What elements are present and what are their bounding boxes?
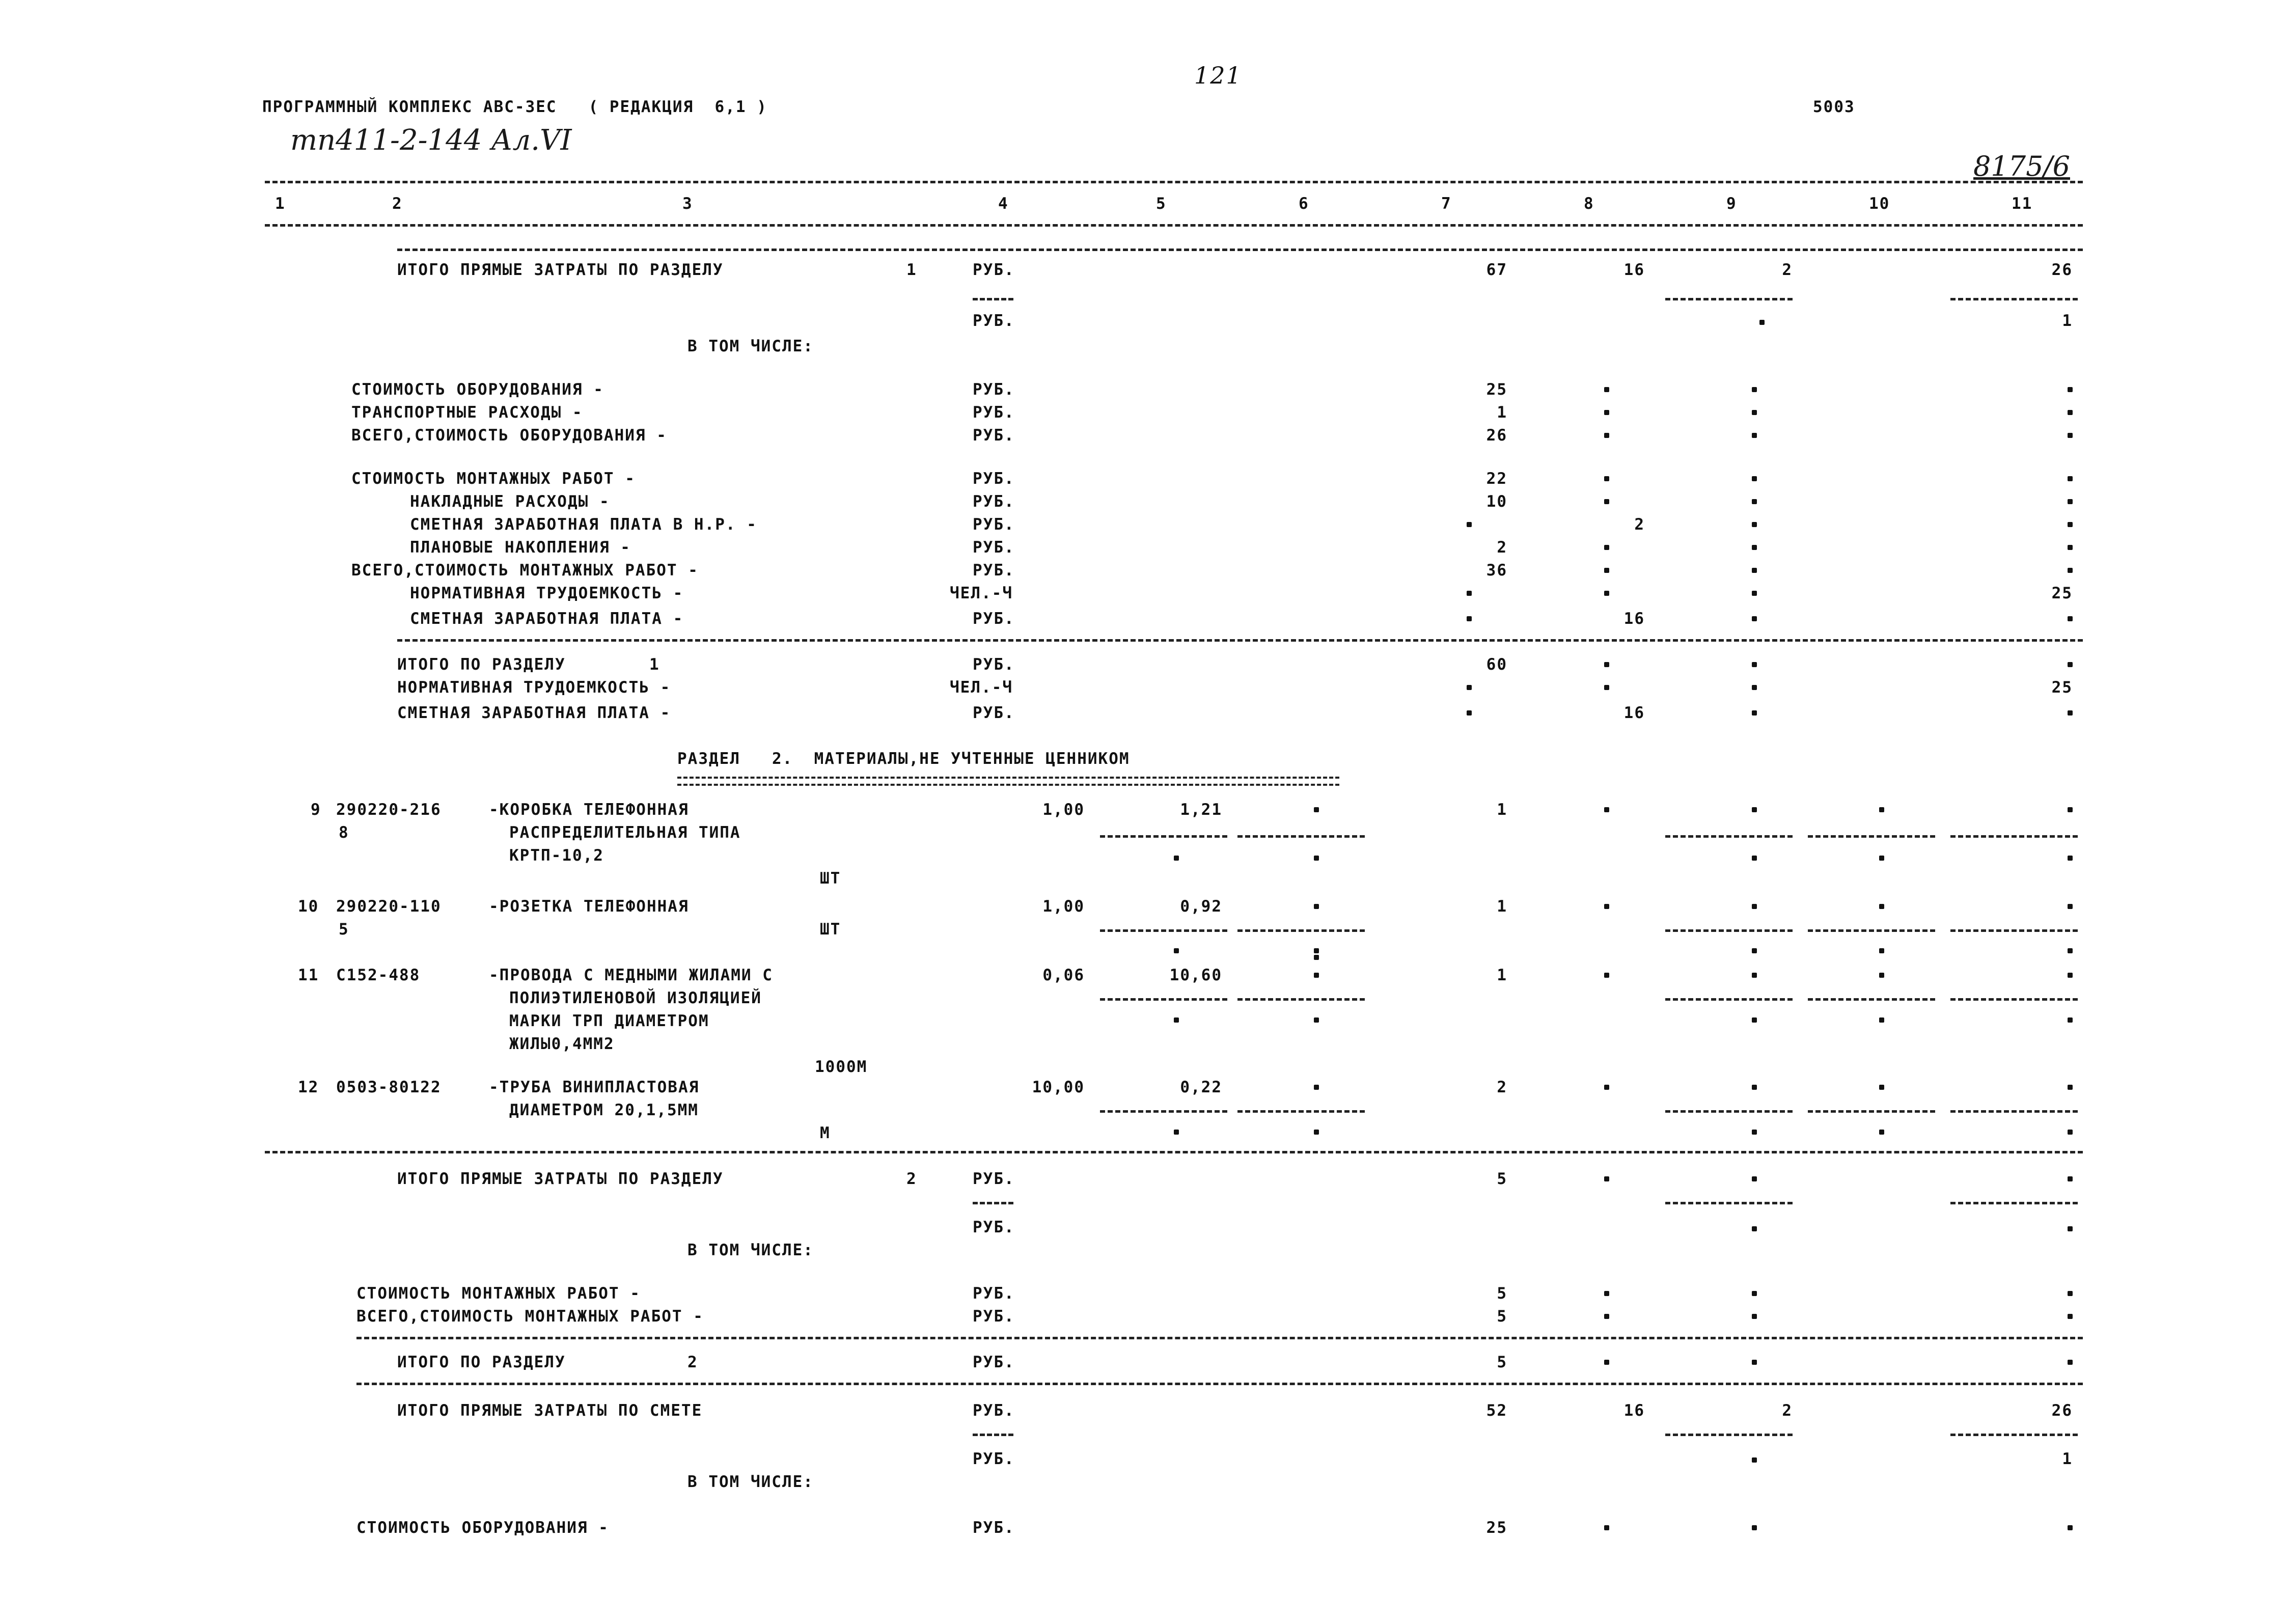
dash: [1950, 298, 2078, 300]
dot: [1604, 1085, 1609, 1090]
dot: [1314, 973, 1319, 978]
unit: РУБ.: [973, 312, 1015, 330]
unit: РУБ.: [973, 426, 1015, 445]
unit: РУБ.: [973, 403, 1015, 422]
dash: [1665, 929, 1793, 932]
dash: [1950, 1202, 2078, 1204]
unit: РУБ.: [973, 1353, 1015, 1371]
dot: [1752, 1017, 1757, 1023]
item-name: ЖИЛЫ0,4ММ2: [509, 1035, 615, 1053]
value-c7: 52: [1486, 1401, 1507, 1420]
dash: [1100, 835, 1227, 838]
dot: [2068, 387, 2073, 392]
dot: [1604, 1314, 1609, 1319]
dot: [1604, 410, 1609, 415]
dot: [1604, 545, 1609, 550]
dot: [2068, 710, 2073, 715]
program-title: ПРОГРАММНЫЙ КОМПЛЕКС АВС-ЗЕС ( РЕДАКЦИЯ 6,1 ): [262, 98, 767, 116]
item-unit: ШТ: [820, 869, 841, 888]
dot: [1752, 410, 1757, 415]
unit: РУБ.: [973, 1450, 1015, 1468]
unit: РУБ.: [973, 655, 1015, 674]
dash: [1950, 998, 2078, 1001]
dash: [1665, 835, 1793, 838]
item-quantity: 1,00: [1042, 801, 1085, 819]
dot: [1314, 856, 1319, 861]
dot: [1314, 807, 1319, 812]
direct-costs-label: ИТОГО ПРЯМЫЕ ЗАТРАТЫ ПО РАЗДЕЛУ: [397, 261, 724, 279]
section-number: 1: [649, 655, 660, 674]
dash: [1665, 1434, 1793, 1436]
value-c7: 5: [1497, 1353, 1507, 1371]
unit: РУБ.: [973, 704, 1015, 722]
dot: [1467, 616, 1472, 621]
column-number: 7: [1441, 195, 1452, 213]
dash: [1808, 998, 1935, 1001]
dash: [1808, 835, 1935, 838]
page-number: 121: [1194, 62, 1242, 89]
dash: [973, 298, 1013, 300]
dot: [1752, 807, 1757, 812]
dot: [1879, 1017, 1884, 1023]
row-label: СТОИМОСТЬ ОБОРУДОВАНИЯ -: [356, 1519, 609, 1537]
rule: [356, 1383, 2083, 1385]
direct-costs-label: ИТОГО ПРЯМЫЕ ЗАТРАТЫ ПО РАЗДЕЛУ: [397, 1170, 724, 1188]
column-number: 6: [1299, 195, 1309, 213]
value-c7: 1: [1497, 403, 1507, 422]
dot: [2068, 410, 2073, 415]
unit: РУБ.: [973, 380, 1015, 399]
dash: [1237, 998, 1365, 1001]
estimate-direct-label: ИТОГО ПРЯМЫЕ ЗАТРАТЫ ПО СМЕТЕ: [397, 1401, 703, 1420]
dot: [1174, 1130, 1179, 1135]
dot: [1604, 591, 1609, 596]
dot: [1174, 1017, 1179, 1023]
rule: [265, 1151, 2083, 1153]
labor-label: НОРМАТИВНАЯ ТРУДОЕМКОСТЬ -: [397, 678, 671, 697]
value-c8: 16: [1623, 1401, 1645, 1420]
item-number: 12: [298, 1078, 319, 1096]
including-label: В ТОМ ЧИСЛЕ:: [687, 337, 814, 355]
dot: [1314, 948, 1319, 953]
item-name: РАСПРЕДЕЛИТЕЛЬНАЯ ТИПА: [509, 823, 741, 842]
value-c7: 1: [1497, 966, 1507, 984]
row-label: ТРАНСПОРТНЫЕ РАСХОДЫ -: [351, 403, 583, 422]
value-c8: 16: [1623, 610, 1645, 628]
dot: [1879, 948, 1884, 953]
dot: [1314, 1017, 1319, 1023]
column-number: 4: [998, 195, 1009, 213]
value-c7: 67: [1486, 261, 1507, 279]
value-c8: 16: [1623, 704, 1645, 722]
dot: [1604, 476, 1609, 481]
dot: [1752, 387, 1757, 392]
value-c7: 26: [1486, 426, 1507, 445]
dot: [1879, 807, 1884, 812]
dot: [1174, 856, 1179, 861]
dot: [1879, 856, 1884, 861]
item-quantity: 0,06: [1042, 966, 1085, 984]
dot: [2068, 904, 2073, 909]
dot: [1604, 387, 1609, 392]
dot: [2068, 807, 2073, 812]
dash: [1665, 1202, 1793, 1204]
value-c11: 1: [2062, 1450, 2073, 1468]
dot: [1752, 522, 1757, 527]
row-label: ВСЕГО,СТОИМОСТЬ МОНТАЖНЫХ РАБОТ -: [356, 1307, 704, 1326]
dot: [1174, 948, 1179, 953]
dot: [1752, 545, 1757, 550]
dot: [2068, 1314, 2073, 1319]
dot: [1752, 1525, 1757, 1530]
item-unit: 1000М: [815, 1058, 868, 1076]
dot: [1314, 904, 1319, 909]
section-total-label: ИТОГО ПО РАЗДЕЛУ: [397, 1353, 566, 1371]
item-code-suffix: 8: [339, 823, 349, 842]
dot: [2068, 616, 2073, 621]
dot: [1604, 1291, 1609, 1296]
dot: [1752, 1085, 1757, 1090]
dot: [2068, 1017, 2073, 1023]
dot: [1604, 973, 1609, 978]
section-title-underline: [677, 777, 1339, 786]
row-label: НАКЛАДНЫЕ РАСХОДЫ -: [410, 492, 610, 511]
item-name: -ТРУБА ВИНИПЛАСТОВАЯ: [489, 1078, 700, 1096]
dash: [1237, 929, 1365, 932]
dot: [1752, 973, 1757, 978]
dot: [1752, 1314, 1757, 1319]
dot: [1752, 1360, 1757, 1365]
item-quantity: 10,00: [1032, 1078, 1085, 1096]
dot: [2068, 948, 2073, 953]
value-c8: 2: [1634, 515, 1645, 534]
column-number: 2: [392, 195, 403, 213]
dot: [2068, 1291, 2073, 1296]
item-code: 290220-110: [336, 897, 442, 916]
dot: [2068, 476, 2073, 481]
row-label: СТОИМОСТЬ ОБОРУДОВАНИЯ -: [351, 380, 604, 399]
item-name: ПОЛИЭТИЛЕНОВОЙ ИЗОЛЯЦИЕЙ: [509, 989, 762, 1007]
value-c7: 5: [1497, 1170, 1507, 1188]
dot: [2068, 1130, 2073, 1135]
unit: РУБ.: [973, 261, 1015, 279]
column-number: 11: [2012, 195, 2033, 213]
value-c7: 36: [1486, 561, 1507, 580]
value-c7: 25: [1486, 380, 1507, 399]
dot: [1604, 904, 1609, 909]
section-number: 2: [687, 1353, 698, 1371]
unit: РУБ.: [973, 610, 1015, 628]
item-price: 10,60: [1169, 966, 1222, 984]
dash: [1237, 835, 1365, 838]
item-price: 0,22: [1180, 1078, 1222, 1096]
row-label: СТОИМОСТЬ МОНТАЖНЫХ РАБОТ -: [351, 470, 636, 488]
dot: [1314, 955, 1319, 960]
item-name: ДИАМЕТРОМ 20,1,5ММ: [509, 1101, 699, 1119]
row-label: ВСЕГО,СТОИМОСТЬ МОНТАЖНЫХ РАБОТ -: [351, 561, 699, 580]
dot: [2068, 499, 2073, 504]
item-name: -ПРОВОДА С МЕДНЫМИ ЖИЛАМИ С: [489, 966, 773, 984]
unit: РУБ.: [973, 470, 1015, 488]
dot: [2068, 856, 2073, 861]
section-total-label: ИТОГО ПО РАЗДЕЛУ: [397, 655, 566, 674]
value-c7: 2: [1497, 538, 1507, 557]
item-number: 9: [311, 801, 321, 819]
value-c7: 22: [1486, 470, 1507, 488]
dash: [973, 1434, 1013, 1436]
value-c8: 16: [1623, 261, 1645, 279]
rule: [397, 249, 2083, 251]
dot: [1752, 856, 1757, 861]
dash: [1950, 1110, 2078, 1113]
dot: [2068, 1176, 2073, 1181]
including-label: В ТОМ ЧИСЛЕ:: [687, 1241, 814, 1259]
dash: [973, 1202, 1013, 1204]
value-c11: 25: [2051, 678, 2073, 697]
dot: [2068, 1360, 2073, 1365]
unit: РУБ.: [973, 492, 1015, 511]
dash: [1100, 1110, 1227, 1113]
section-number: 1: [906, 261, 917, 279]
document-code: 5003: [1813, 98, 1855, 116]
unit: РУБ.: [973, 1218, 1015, 1236]
dot: [1604, 433, 1609, 438]
dot: [2068, 973, 2073, 978]
unit: РУБ.: [973, 1401, 1015, 1420]
dot: [1759, 320, 1765, 325]
unit: РУБ.: [973, 1170, 1015, 1188]
dot: [1752, 904, 1757, 909]
dot: [1752, 616, 1757, 621]
item-name: КРТП-10,2: [509, 846, 604, 865]
dash: [1237, 1110, 1365, 1113]
dot: [1604, 1525, 1609, 1530]
dot: [1879, 904, 1884, 909]
dot: [1752, 499, 1757, 504]
dot: [2068, 662, 2073, 667]
dot: [1752, 1176, 1757, 1181]
dot: [1752, 476, 1757, 481]
item-quantity: 1,00: [1042, 897, 1085, 916]
dash: [1665, 1110, 1793, 1113]
value-c7: 5: [1497, 1307, 1507, 1326]
dot: [1752, 710, 1757, 715]
unit: РУБ.: [973, 561, 1015, 580]
unit: РУБ.: [973, 1307, 1015, 1326]
dot: [2068, 1226, 2073, 1231]
value-c7: 25: [1486, 1519, 1507, 1537]
value-c9: 2: [1782, 261, 1793, 279]
dash: [1950, 929, 2078, 932]
dot: [1752, 591, 1757, 596]
value-c11: 1: [2062, 312, 2073, 330]
value-c9: 2: [1782, 1401, 1793, 1420]
item-unit: М: [820, 1124, 831, 1142]
dot: [1752, 685, 1757, 690]
sheet-reference: 8175/6: [1973, 150, 2070, 182]
dot: [1467, 522, 1472, 527]
section-number: 2: [906, 1170, 917, 1188]
column-number: 5: [1156, 195, 1167, 213]
item-code: 0503-80122: [336, 1078, 442, 1096]
dot: [1752, 433, 1757, 438]
value-c7: 10: [1486, 492, 1507, 511]
dot: [1752, 1226, 1757, 1231]
value-c7: 5: [1497, 1284, 1507, 1303]
handwritten-reference: тп411-2-144 Ал.VI: [290, 124, 572, 157]
unit: РУБ.: [973, 515, 1015, 534]
row-label: ПЛАНОВЫЕ НАКОПЛЕНИЯ -: [410, 538, 631, 557]
column-number: 8: [1584, 195, 1594, 213]
value-c11: 25: [2051, 584, 2073, 602]
dash: [1665, 998, 1793, 1001]
dot: [1604, 807, 1609, 812]
unit: РУБ.: [973, 1519, 1015, 1537]
item-name: МАРКИ ТРП ДИАМЕТРОМ: [509, 1012, 709, 1030]
header-top-rule: [265, 181, 2083, 183]
dot: [1604, 1176, 1609, 1181]
dash: [1665, 298, 1793, 300]
dot: [1314, 1130, 1319, 1135]
value-c7: 1: [1497, 801, 1507, 819]
item-name: -РОЗЕТКА ТЕЛЕФОННАЯ: [489, 897, 689, 916]
header-bottom-rule: [265, 224, 2083, 227]
dot: [1604, 499, 1609, 504]
dash: [1950, 835, 2078, 838]
item-price: 0,92: [1180, 897, 1222, 916]
dash: [1100, 998, 1227, 1001]
item-code: 290220-216: [336, 801, 442, 819]
dot: [1752, 1457, 1757, 1463]
value-c7: 60: [1486, 655, 1507, 674]
dot: [1467, 591, 1472, 596]
dash: [1808, 929, 1935, 932]
column-number: 1: [275, 195, 286, 213]
column-number: 9: [1726, 195, 1737, 213]
rule: [397, 639, 2083, 642]
section-title: РАЗДЕЛ 2. МАТЕРИАЛЫ,НЕ УЧТЕННЫЕ ЦЕННИКОМ: [677, 750, 1130, 768]
dot: [1879, 1085, 1884, 1090]
item-price: 1,21: [1180, 801, 1222, 819]
item-name: -КОРОБКА ТЕЛЕФОННАЯ: [489, 801, 689, 819]
value-c7: 2: [1497, 1078, 1507, 1096]
dot: [1314, 1085, 1319, 1090]
value-c11: 26: [2051, 261, 2073, 279]
item-code: С152-488: [336, 966, 421, 984]
dot: [1467, 685, 1472, 690]
dot: [1752, 662, 1757, 667]
dot: [2068, 1525, 2073, 1530]
rule: [356, 1337, 2083, 1339]
dot: [2068, 545, 2073, 550]
row-label: СТОИМОСТЬ МОНТАЖНЫХ РАБОТ -: [356, 1284, 641, 1303]
dot: [2068, 433, 2073, 438]
item-number: 11: [298, 966, 319, 984]
value-c11: 26: [2051, 1401, 2073, 1420]
row-label: НОРМАТИВНАЯ ТРУДОЕМКОСТЬ -: [410, 584, 684, 602]
wage-label: СМЕТНАЯ ЗАРАБОТНАЯ ПЛАТА -: [397, 704, 671, 722]
row-label: СМЕТНАЯ ЗАРАБОТНАЯ ПЛАТА В Н.Р. -: [410, 515, 757, 534]
dot: [1879, 1130, 1884, 1135]
item-number: 10: [298, 897, 319, 916]
unit: ЧЕЛ.-Ч: [950, 584, 1013, 602]
dot: [1752, 948, 1757, 953]
dash: [1950, 1434, 2078, 1436]
dot: [2068, 1085, 2073, 1090]
dot: [1752, 1291, 1757, 1296]
unit: РУБ.: [973, 538, 1015, 557]
dash: [1808, 1110, 1935, 1113]
dot: [1467, 710, 1472, 715]
row-label: ВСЕГО,СТОИМОСТЬ ОБОРУДОВАНИЯ -: [351, 426, 667, 445]
item-unit: ШТ: [820, 920, 841, 939]
column-number: 10: [1869, 195, 1890, 213]
column-number: 3: [682, 195, 693, 213]
dot: [1604, 1360, 1609, 1365]
dot: [1604, 662, 1609, 667]
dash: [1100, 929, 1227, 932]
including-label: В ТОМ ЧИСЛЕ:: [687, 1473, 814, 1491]
dot: [1752, 568, 1757, 573]
row-label: СМЕТНАЯ ЗАРАБОТНАЯ ПЛАТА -: [410, 610, 684, 628]
dot: [1879, 973, 1884, 978]
unit: РУБ.: [973, 1284, 1015, 1303]
item-code-suffix: 5: [339, 920, 349, 939]
dot: [1752, 1130, 1757, 1135]
dot: [2068, 522, 2073, 527]
unit: ЧЕЛ.-Ч: [950, 678, 1013, 697]
dot: [1604, 685, 1609, 690]
dot: [2068, 568, 2073, 573]
value-c7: 1: [1497, 897, 1507, 916]
dot: [1604, 568, 1609, 573]
